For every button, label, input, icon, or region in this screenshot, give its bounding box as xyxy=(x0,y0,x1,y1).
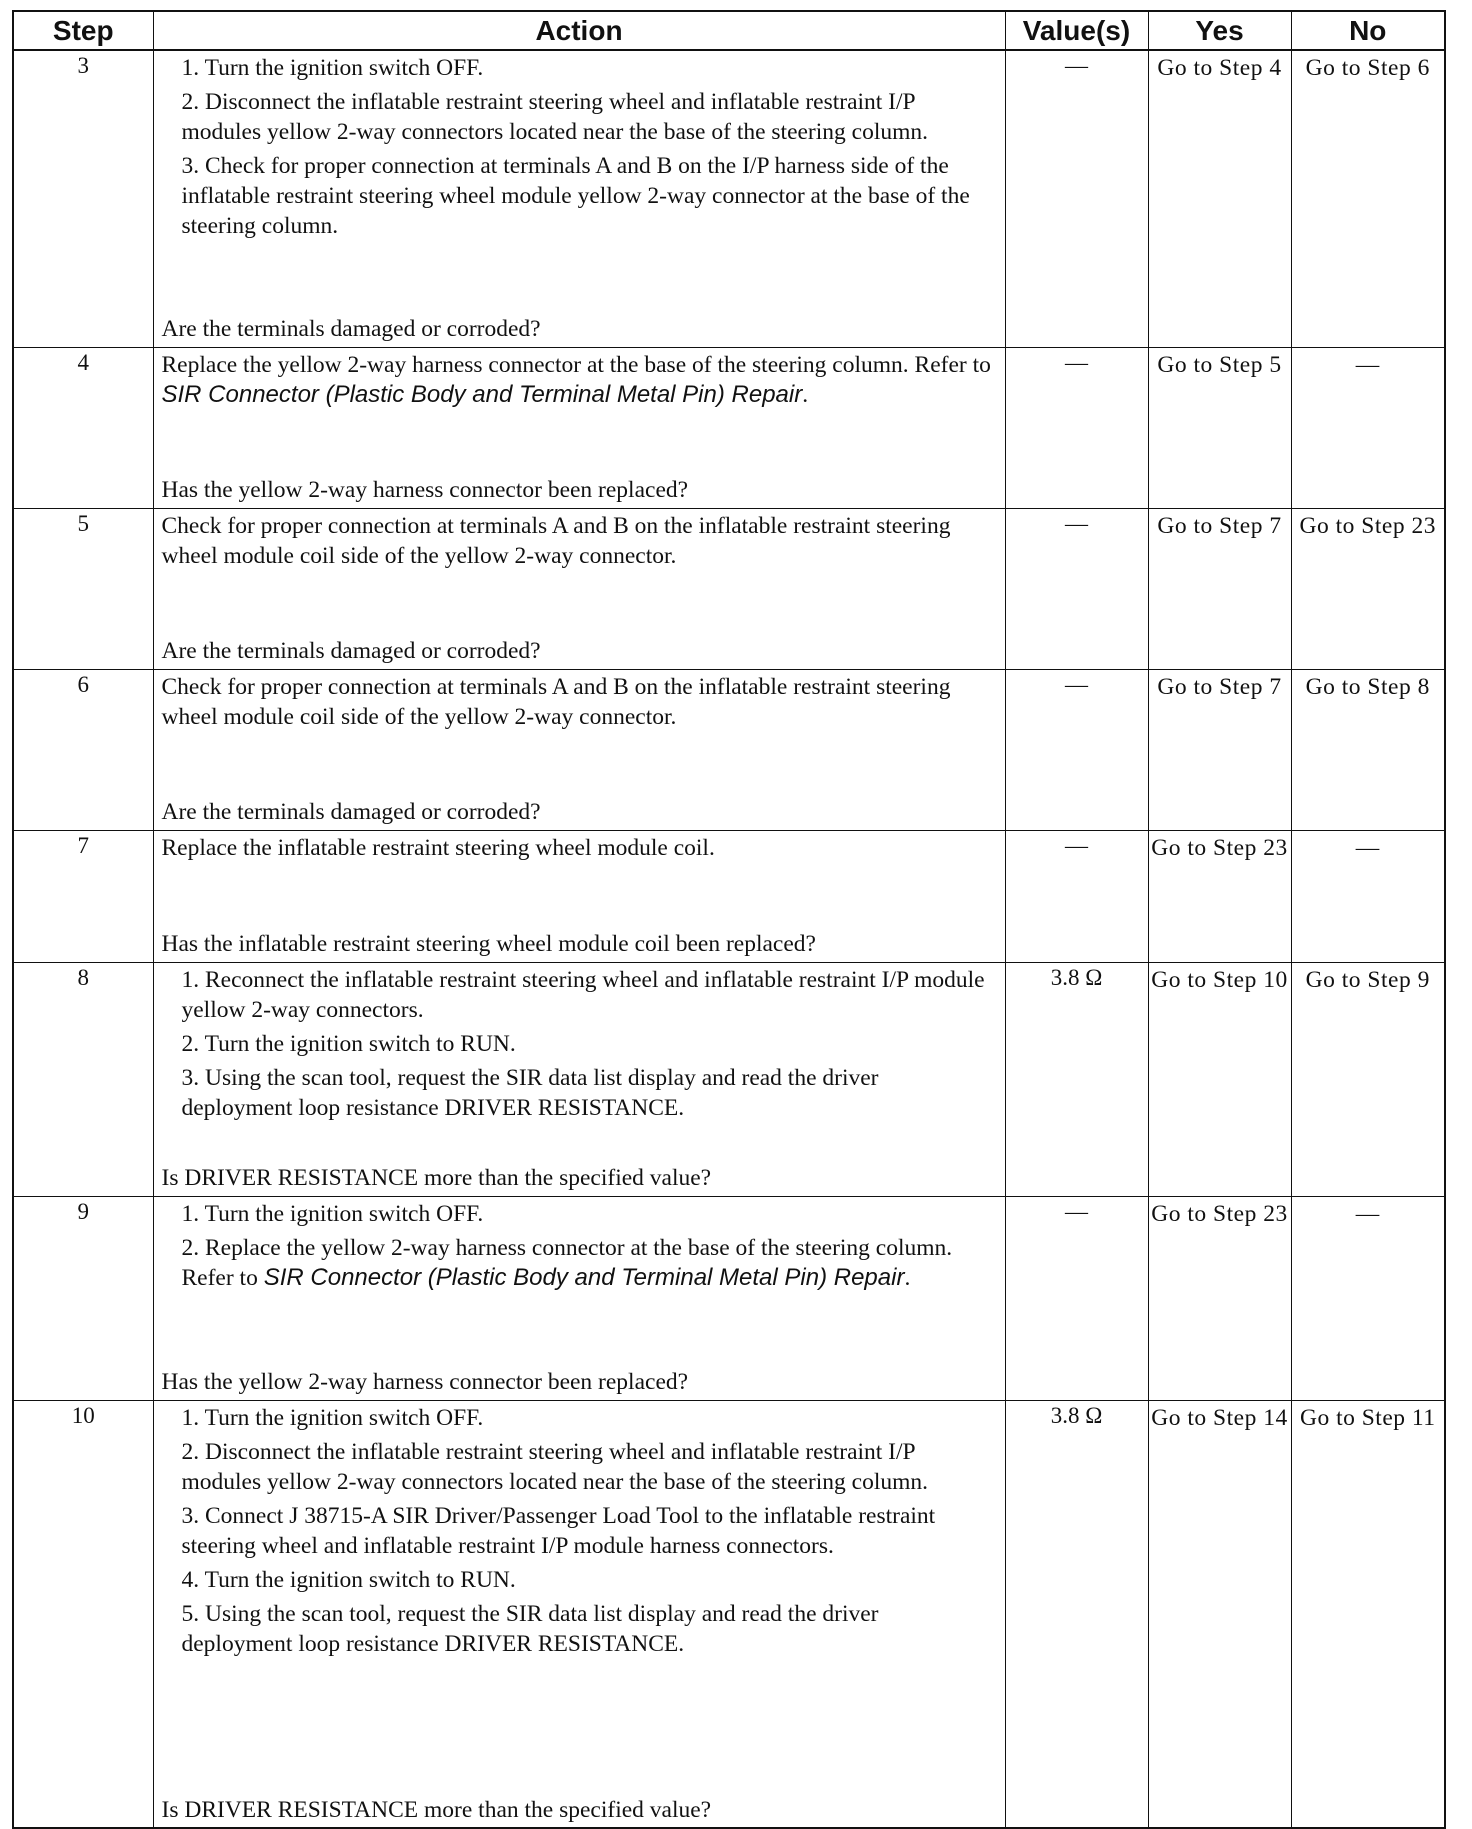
repair-reference: SIR Connector (Plastic Body and Terminal Metal Pin) Repair xyxy=(263,1263,905,1291)
header-step: Step xyxy=(13,11,153,50)
action-step: 5. Using the scan tool, request the SIR data list display and read the driver deployment loop resistance DRIVER RESISTANCE. xyxy=(181,1600,879,1657)
action-question: Is DRIVER RESISTANCE more than the specified value? xyxy=(161,1164,712,1191)
value-cell: — xyxy=(1005,830,1148,962)
table-row xyxy=(13,1400,1445,1828)
no-cell: Go to Step 11 xyxy=(1291,1400,1445,1828)
table-row xyxy=(13,830,1445,962)
value-cell xyxy=(1005,50,1148,347)
action-step: 2. Turn the ignition switch to RUN. xyxy=(181,1030,516,1057)
no-cell: Go to Step 6 xyxy=(1291,50,1445,347)
value-text: — xyxy=(1065,53,1088,78)
diagnostic-table xyxy=(12,10,1446,1829)
header-values: Value(s) xyxy=(1005,11,1148,50)
step-number: 5 xyxy=(13,508,153,669)
no-cell: Go to Step 9 xyxy=(1291,962,1445,1196)
action-steps xyxy=(162,965,993,1127)
yes-cell: Go to Step 7 xyxy=(1148,508,1291,669)
action-cell xyxy=(153,830,1005,962)
no-cell: — xyxy=(1291,347,1445,508)
value-cell: 3.8 Ω xyxy=(1005,962,1148,1196)
step-number: 8 xyxy=(13,962,153,1196)
action-question: Has the yellow 2-way harness connector been replaced? xyxy=(161,476,689,503)
repair-reference: SIR Connector (Plastic Body and Terminal Metal Pin) Repair xyxy=(161,380,803,408)
action-question: Has the yellow 2-way harness connector been replaced? xyxy=(161,1368,689,1395)
table-row xyxy=(13,669,1445,830)
action-cell xyxy=(153,50,1005,347)
action-question: Is DRIVER RESISTANCE more than the specified value? xyxy=(161,1796,712,1823)
action-text: Replace the yellow 2-way harness connector at the base of the steering column. Refer to SIR Connector (Plastic Body and Terminal Metal Pin) Repair. xyxy=(161,351,991,408)
yes-cell: Go to Step 4 xyxy=(1148,50,1291,347)
yes-cell: Go to Step 7 xyxy=(1148,669,1291,830)
action-step: 1. Reconnect the inflatable restraint steering wheel and inflatable restraint I/P module yellow 2-way connectors. xyxy=(181,966,985,1023)
table-row xyxy=(13,962,1445,1196)
action-question: Are the terminals damaged or corroded? xyxy=(161,316,541,342)
no-cell: Go to Step 8 xyxy=(1291,669,1445,830)
yes-cell: Go to Step 10 xyxy=(1148,962,1291,1196)
action-text: Check for proper connection at terminals A and B on the inflatable restraint steering wheel module coil side of the yellow 2-way connector. xyxy=(161,512,951,569)
value-cell: — xyxy=(1005,1196,1148,1400)
action-question: Are the terminals damaged or corroded? xyxy=(161,798,541,825)
no-cell: — xyxy=(1291,830,1445,962)
step-number: 6 xyxy=(13,669,153,830)
table-row xyxy=(13,1196,1445,1400)
step-number: 3 xyxy=(13,50,153,347)
value-cell: — xyxy=(1005,508,1148,669)
action-text: Check for proper connection at terminals A and B on the inflatable restraint steering wheel module coil side of the yellow 2-way connector. xyxy=(161,673,951,730)
value-cell: — xyxy=(1005,347,1148,508)
action-cell xyxy=(153,508,1005,669)
step-number: 4 xyxy=(13,347,153,508)
action-step: 3. Using the scan tool, request the SIR data list display and read the driver deployment loop resistance DRIVER RESISTANCE. xyxy=(181,1064,879,1121)
action-step: 3. Connect J 38715-A SIR Driver/Passenger Load Tool to the inflatable restraint steering wheel and inflatable restraint I/P module harness connectors. xyxy=(181,1502,936,1559)
action-steps xyxy=(162,1403,993,1663)
action-cell xyxy=(153,1196,1005,1400)
action-steps xyxy=(162,1199,993,1297)
header-no: No xyxy=(1291,11,1445,50)
document-page xyxy=(12,10,1444,1829)
table-header-row xyxy=(13,11,1445,50)
action-question: Are the terminals damaged or corroded? xyxy=(161,637,541,664)
action-step: 4. Turn the ignition switch to RUN. xyxy=(181,1566,516,1593)
action-question: Has the inflatable restraint steering wheel module coil been replaced? xyxy=(161,930,816,957)
action-cell xyxy=(153,347,1005,508)
action-cell xyxy=(153,669,1005,830)
value-cell: — xyxy=(1005,669,1148,830)
action-step: 2. Replace the yellow 2-way harness connector at the base of the steering column. Refer to SIR Connector (Plastic Body and Terminal Metal Pin) Repair. xyxy=(181,1234,953,1291)
header-action: Action xyxy=(153,11,1005,50)
yes-cell: Go to Step 23 xyxy=(1148,830,1291,962)
no-cell: — xyxy=(1291,1196,1445,1400)
action-step: 3. Check for proper connection at terminals A and B on the I/P harness side of the inflatable restraint steering wheel module yellow 2-way connector at the base of the steering column. xyxy=(181,153,970,239)
table-row xyxy=(13,50,1445,347)
action-step: 2. Disconnect the inflatable restraint steering wheel and inflatable restraint I/P modules yellow 2-way connectors located near the base of the steering column. xyxy=(181,1438,929,1495)
action-step: 1. Turn the ignition switch OFF. xyxy=(181,1200,484,1227)
action-steps xyxy=(162,53,993,245)
step-number: 10 xyxy=(13,1400,153,1828)
action-cell xyxy=(153,962,1005,1196)
action-step: 1. Turn the ignition switch OFF. xyxy=(181,55,484,81)
action-step: 1. Turn the ignition switch OFF. xyxy=(181,1404,484,1431)
header-yes: Yes xyxy=(1148,11,1291,50)
yes-cell: Go to Step 5 xyxy=(1148,347,1291,508)
action-step: 2. Disconnect the inflatable restraint steering wheel and inflatable restraint I/P modules yellow 2-way connectors located near the base of the steering column. xyxy=(181,89,929,145)
table-row xyxy=(13,508,1445,669)
step-number: 9 xyxy=(13,1196,153,1400)
yes-cell: Go to Step 14 xyxy=(1148,1400,1291,1828)
action-text: Replace the inflatable restraint steering wheel module coil. xyxy=(161,834,715,861)
yes-cell: Go to Step 23 xyxy=(1148,1196,1291,1400)
no-cell: Go to Step 23 xyxy=(1291,508,1445,669)
step-number: 7 xyxy=(13,830,153,962)
action-cell xyxy=(153,1400,1005,1828)
table-row xyxy=(13,347,1445,508)
value-cell: 3.8 Ω xyxy=(1005,1400,1148,1828)
